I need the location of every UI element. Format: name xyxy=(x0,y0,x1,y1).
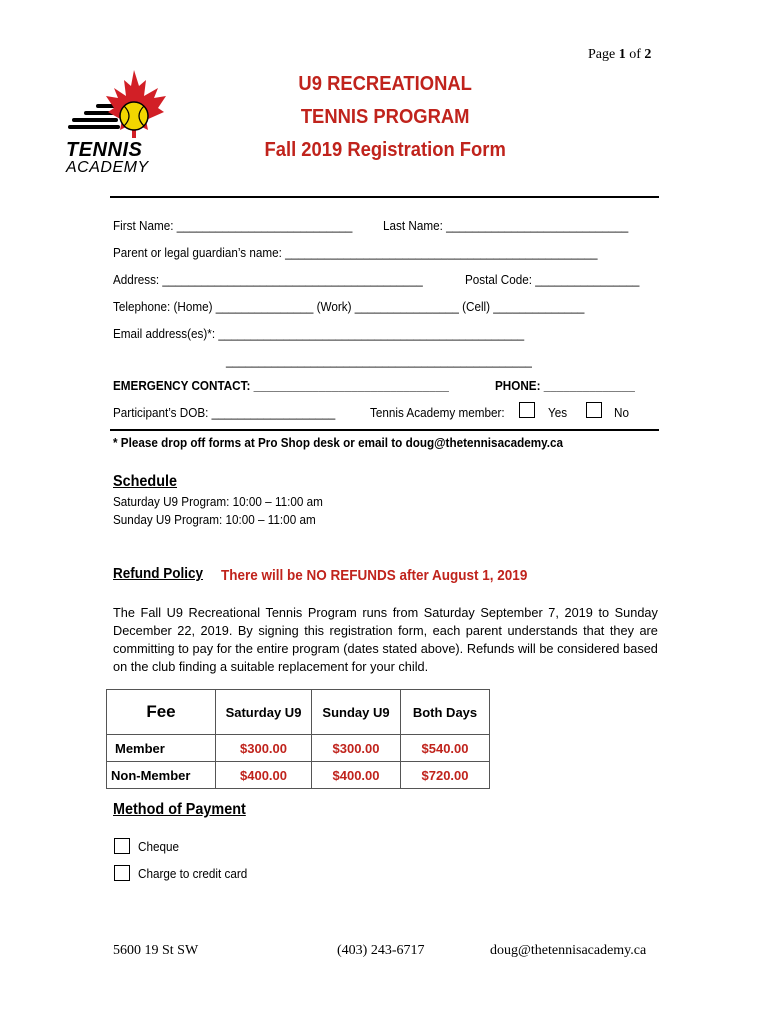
form-title-line2: TENNIS PROGRAM xyxy=(300,106,470,128)
form-title-line3: Fall 2019 Registration Form xyxy=(264,139,506,161)
fee-member-saturday: $300.00 xyxy=(216,735,312,762)
table-row xyxy=(107,735,490,762)
member-no-label: No xyxy=(614,405,629,420)
fee-row-label: Member xyxy=(107,735,216,762)
fee-table xyxy=(106,689,490,789)
schedule-heading: Schedule xyxy=(113,473,178,490)
current-page: 1 xyxy=(618,47,626,62)
fee-header-label: Fee xyxy=(107,690,216,735)
payment-heading: Method of Payment xyxy=(113,801,246,818)
guardian-name-field[interactable]: Parent or legal guardian’s name: ________________________________________________ xyxy=(113,245,598,260)
footer-phone: (403) 243-6717 xyxy=(337,943,425,958)
fee-member-sunday: $300.00 xyxy=(312,735,401,762)
fee-member-both: $540.00 xyxy=(401,735,490,762)
fee-row-label: Non-Member xyxy=(107,762,216,789)
cheque-checkbox[interactable] xyxy=(114,838,130,854)
member-no-checkbox[interactable] xyxy=(586,402,602,418)
first-name-field[interactable]: First Name: ___________________________ xyxy=(113,218,353,233)
refund-notice: There will be NO REFUNDS after August 1, 2019 xyxy=(221,567,528,584)
logo-text-tennis: TENNIS xyxy=(66,139,143,161)
email-field[interactable]: Email address(es)*: _______________________________________________ xyxy=(113,326,525,341)
telephone-field[interactable]: Telephone: (Home) _______________ (Work) ________________ (Cell) ______________ xyxy=(113,299,585,314)
emergency-phone-field[interactable]: PHONE: ______________ xyxy=(495,378,635,393)
header-divider xyxy=(110,196,659,198)
member-yes-label: Yes xyxy=(548,405,568,420)
dropoff-note: * Please drop off forms at Pro Shop desk or email to doug@thetennisacademy.ca xyxy=(113,435,564,450)
schedule-sunday: Sunday U9 Program: 10:00 – 11:00 am xyxy=(113,512,316,527)
member-yes-checkbox[interactable] xyxy=(519,402,535,418)
email-field-line2[interactable]: _______________________________________________ xyxy=(226,353,532,368)
fee-header-saturday: Saturday U9 xyxy=(216,690,312,735)
form-divider xyxy=(110,429,659,431)
address-field[interactable]: Address: ________________________________________ xyxy=(113,272,423,287)
fee-header-both: Both Days xyxy=(401,690,490,735)
credit-card-checkbox[interactable] xyxy=(114,865,130,881)
participant-dob-field[interactable]: Participant’s DOB: ___________________ xyxy=(113,405,336,420)
last-name-field[interactable]: Last Name: ____________________________ xyxy=(383,218,629,233)
fee-nonmember-sunday: $400.00 xyxy=(312,762,401,789)
cheque-label: Cheque xyxy=(138,839,179,854)
table-row xyxy=(107,762,490,789)
fee-nonmember-both: $720.00 xyxy=(401,762,490,789)
refund-paragraph: The Fall U9 Recreational Tennis Program runs from Saturday September 7, 2019 to Sunday December 22, 2019. By signing this registration form, each parent understands that they are committing to pay for the entire program (dates stated above). Refunds will be considered based on the club finding a suitable replacement for your child. xyxy=(113,605,658,674)
form-title-line1: U9 RECREATIONAL xyxy=(298,73,472,95)
total-pages: 2 xyxy=(644,47,652,62)
page-number: Page 1 of 2 xyxy=(588,47,652,62)
fee-nonmember-saturday: $400.00 xyxy=(216,762,312,789)
logo-text-academy: ACADEMY xyxy=(66,159,149,176)
fee-header-sunday: Sunday U9 xyxy=(312,690,401,735)
schedule-saturday: Saturday U9 Program: 10:00 – 11:00 am xyxy=(113,494,323,509)
postal-code-field[interactable]: Postal Code: ________________ xyxy=(465,272,640,287)
credit-card-label: Charge to credit card xyxy=(138,866,248,881)
footer-address: 5600 19 St SW xyxy=(113,943,199,958)
fee-table-header xyxy=(107,690,490,735)
footer-email[interactable]: doug@thetennisacademy.ca xyxy=(490,943,647,958)
member-label: Tennis Academy member: xyxy=(370,405,505,420)
refund-heading: Refund Policy xyxy=(113,565,204,582)
emergency-contact-field[interactable]: EMERGENCY CONTACT: ______________________________ xyxy=(113,378,449,393)
